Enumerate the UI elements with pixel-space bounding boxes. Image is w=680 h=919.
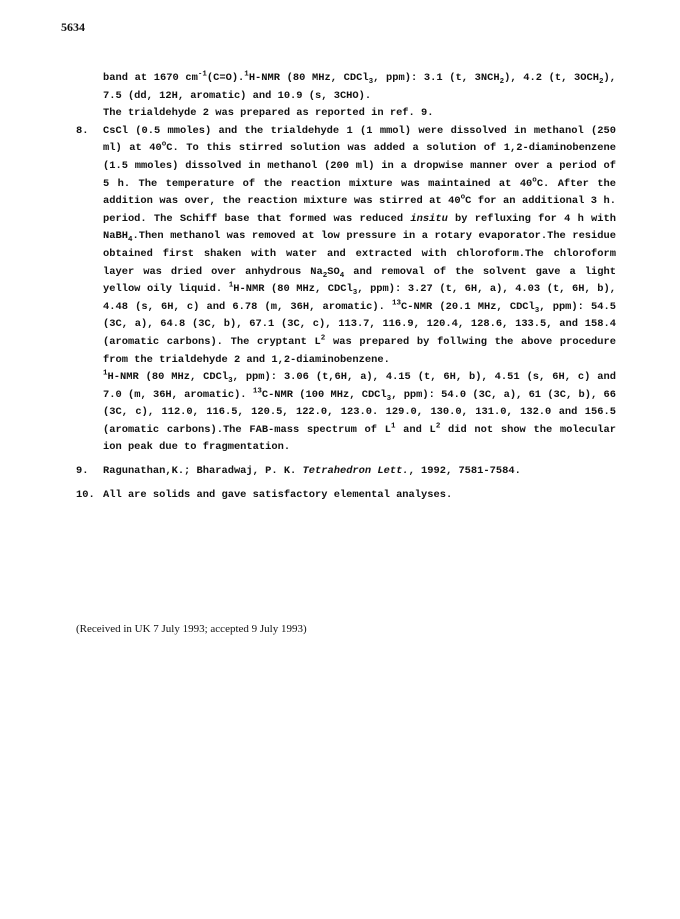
- received-date: (Received in UK 7 July 1993; accepted 9 July 1993): [76, 623, 307, 635]
- trialdehyde-2-note: The trialdehyde 2 was prepared as reported in ref. 9.: [103, 107, 434, 120]
- note-10: [76, 487, 616, 505]
- note-7-continuation: band at 1670 $cm^{-1}(C=O).^1H$-NMR (80 MHz, CDCl$_3$, ppm): 3.1 (t, $3NCH_2$), 4.2 (t, $3OCH_2$), 7.5 (dd, 12H, aromatic) and 10.9 (s, 3CHO). The trialdehyde 2 was prepared as reported in ref. 9.: [103, 70, 616, 123]
- note-10-text: All are solids and gave satisfactory elemental analyses.: [103, 488, 453, 501]
- note-number: 9.: [76, 465, 89, 478]
- note-8: [76, 123, 616, 457]
- note-8-spectra: $^1$H-NMR (80 MHz, CDCl$_3$, ppm): 3.06 (t,6H, a), 4.15 (t, 6H, b), 4.51 (s, 6H, c) and 7.0 (m, 36H, aromatic). $^{13}$C-NMR (100 MHz, CDCl$_3$, ppm): 54.0 (3C, a), 61 (3C, b), 66 (3C, c), 112.0, 116.5, 120.5, 122.0, 123.0. 129.0, 130.0, 131.0, 132.0 and 156.5 (aromatic carbons).The FAB-mass spectrum of $L^1$ and $L^2$ did not show the molecular ion peak due to fragmentation.: [103, 369, 617, 454]
- reference-authors: Ragunathan,K.; Bharadwaj, P. K.: [103, 465, 303, 478]
- notes-section: [76, 70, 616, 504]
- note-9: [76, 463, 616, 481]
- note-number: 8.: [76, 124, 89, 137]
- page-number: 5634: [61, 20, 85, 34]
- reference-journal: Tetrahedron Lett.: [302, 465, 409, 478]
- note-8-procedure: CsCl (0.5 mmoles) and the trialdehyde 1 (1 mmol) were dissolved in methanol (250 ml) at 40$^o$C. To this stirred solution was added a solution of 1,2-diaminobenzene (1.5 mmoles) dissolved in methanol (200 ml) in a dropwise manner over a period of 5 h. The temperature of the reaction mixture was maintained at 40$^o$C. After the addition was over, the reaction mixture was stirred at 40$^o$C for an additional 3 h. period. The Schiff base that formed was reduced insitu by refluxing for 4 h with NaBH$_4$.Then methanol was removed at low pressure in a rotary evaporator.The residue obtained first shaken with water and extracted with chloroform.The chloroform layer was dried over anhydrous $Na_2SO_4$ and removal of the solvent gave a light yellow oily liquid. $^1$H-NMR (80 MHz, CDCl$_3$, ppm): 3.27 (t, 6H, a), 4.03 (t, 6H, b), 4.48 (s, 6H, c) and 6.78 (m, 36H, aromatic). $^{13}$C-NMR (20.1 MHz, CDCl$_3$, ppm): 54.5 (3C, a), 64.8 (3C, b), 67.1 (3C, c), 113.7, 116.9, 120.4, 128.6, 133.5, and 158.4 (aromatic carbons). The cryptant $L^2$ was prepared by follwing the above procedure from the trialdehyde 2 and 1,2-diaminobenzene.: [103, 124, 616, 366]
- note-number: 10.: [76, 488, 95, 501]
- reference-details: , 1992, 7581-7584.: [408, 465, 521, 478]
